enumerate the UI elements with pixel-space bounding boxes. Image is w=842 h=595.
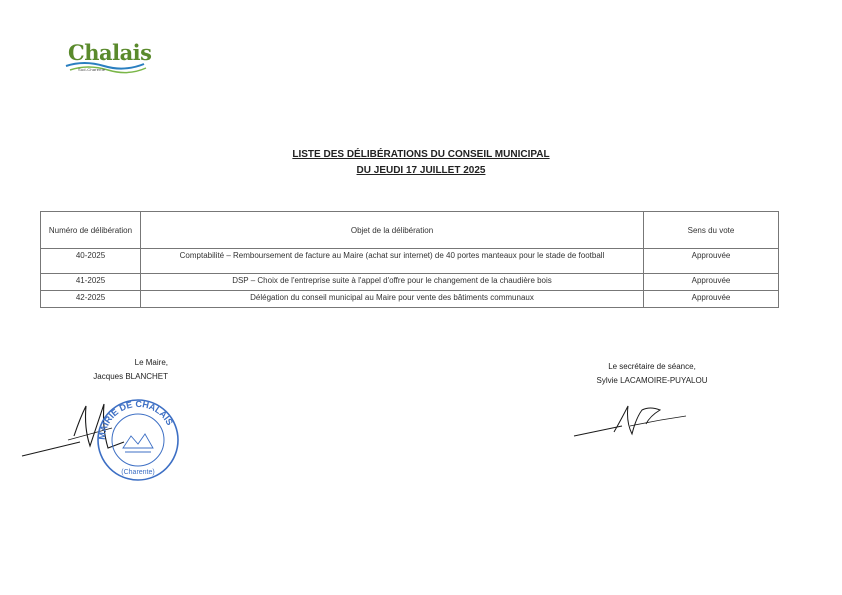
table-row	[41, 291, 779, 308]
header-vote: Sens du vote	[644, 212, 779, 249]
table-header-row	[41, 212, 779, 249]
cell-vote: Approuvée	[644, 249, 779, 274]
cell-numero: 41-2025	[41, 274, 141, 291]
cell-numero: 40-2025	[41, 249, 141, 274]
title-line-2: DU JEUDI 17 JUILLET 2025	[356, 165, 486, 176]
secretary-signature-block	[580, 360, 724, 388]
page-title	[0, 147, 842, 179]
cell-objet: Comptabilité – Remboursement de facture au Maire (achat sur internet) de 40 portes manteaux pour le stade de football	[141, 249, 644, 274]
logo-text: Chalais	[68, 40, 152, 65]
header-objet: Objet de la délibération	[141, 212, 644, 249]
stamp-subtext: (Charente)	[121, 469, 155, 476]
secretary-name: Sylvie LACAMOIRE-PUYALOU	[596, 376, 708, 385]
stamp-text: MAIRIE DE CHALAIS	[96, 398, 175, 441]
logo-tagline: Sud-Charente	[78, 67, 106, 72]
secretary-handwritten-signature	[570, 398, 690, 446]
deliberations-table	[40, 211, 779, 308]
header-numero: Numéro de délibération	[41, 212, 141, 249]
mayor-signature-block	[60, 356, 168, 384]
cell-numero: 42-2025	[41, 291, 141, 308]
cell-objet: Délégation du conseil municipal au Maire pour vente des bâtiments communaux	[141, 291, 644, 308]
chalais-logo	[64, 38, 152, 80]
cell-vote: Approuvée	[644, 274, 779, 291]
secretary-role: Le secrétaire de séance,	[608, 362, 696, 371]
table-row	[41, 274, 779, 291]
mayor-role: Le Maire,	[134, 358, 168, 367]
table-row	[41, 249, 779, 274]
cell-objet: DSP – Choix de l'entreprise suite à l'appel d'offre pour le changement de la chaudière bois	[141, 274, 644, 291]
mayor-name: Jacques BLANCHET	[93, 372, 168, 381]
cell-vote: Approuvée	[644, 291, 779, 308]
title-line-1: LISTE DES DÉLIBÉRATIONS DU CONSEIL MUNICIPAL	[292, 149, 550, 160]
mairie-stamp	[93, 396, 183, 482]
